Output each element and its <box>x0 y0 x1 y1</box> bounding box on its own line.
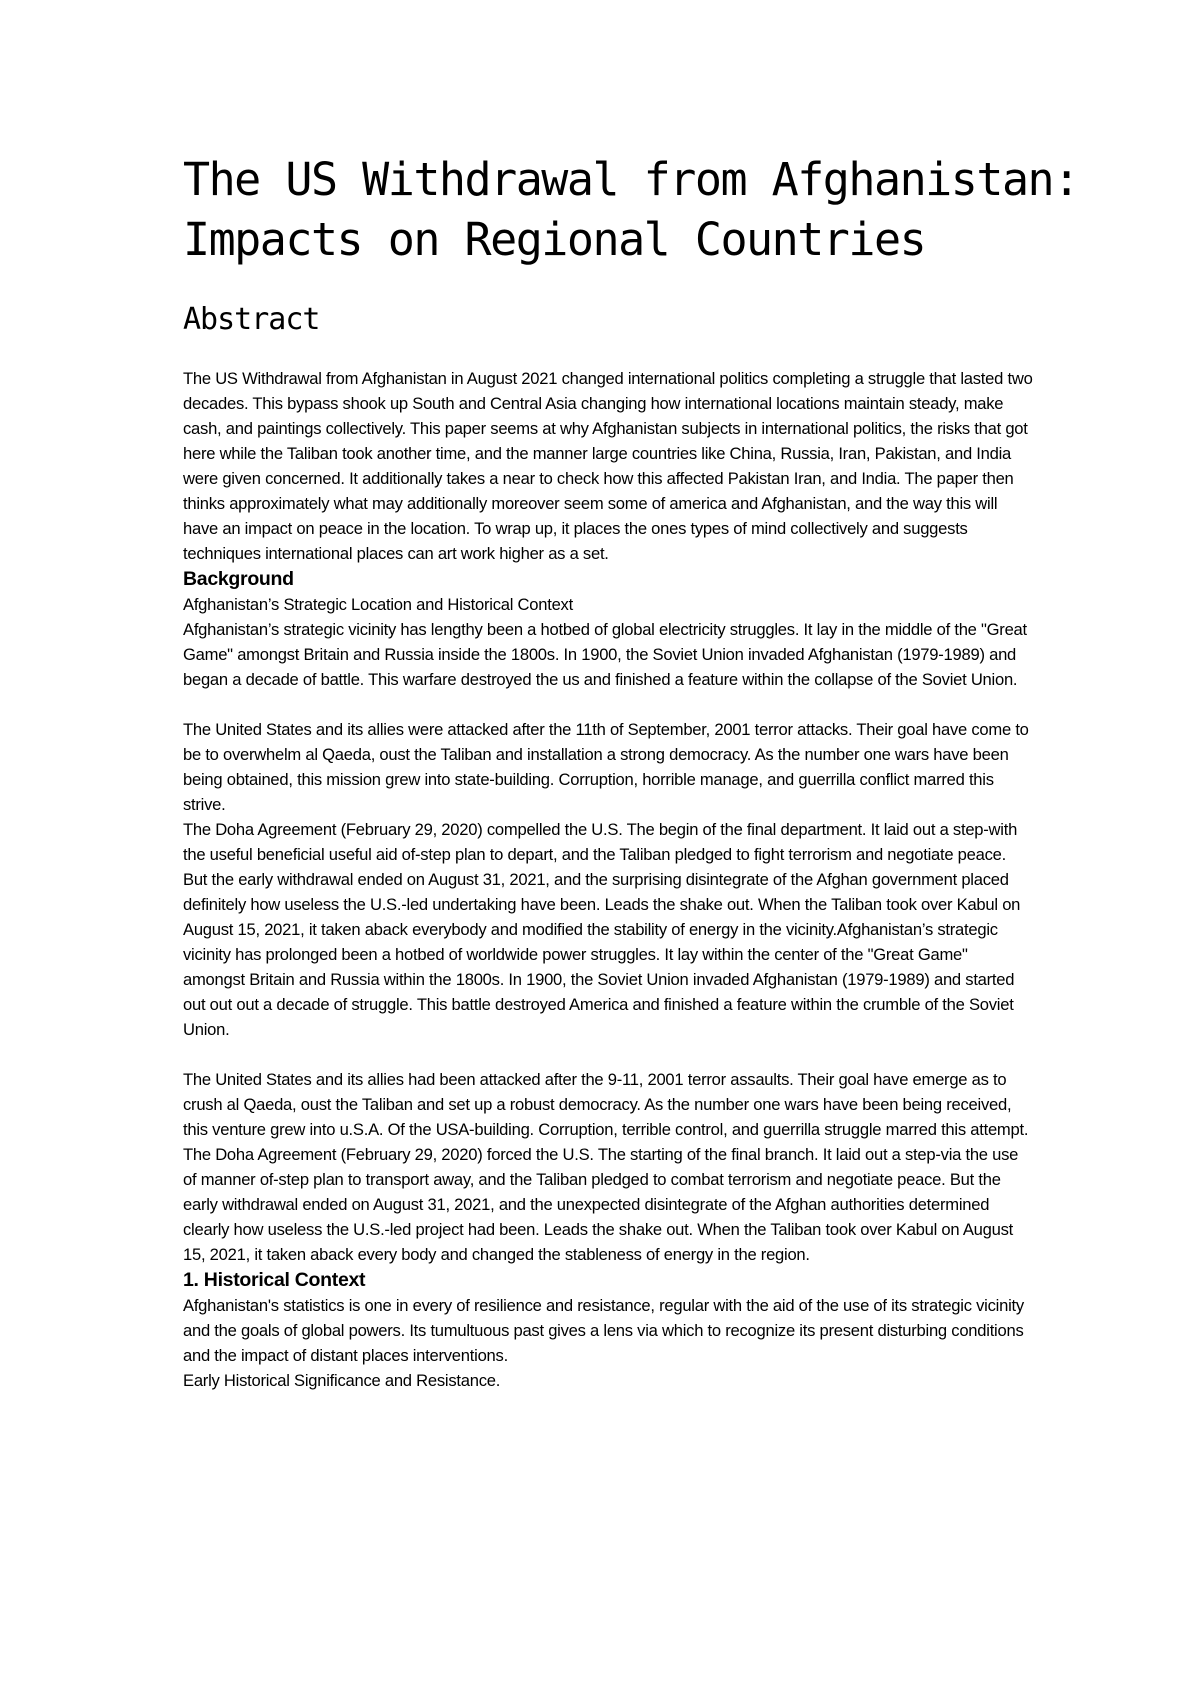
abstract-paragraph: The US Withdrawal from Afghanistan in August 2021 changed international politics completing a struggle that lasted two decades. This bypass shook up South and Central Asia changing how international locations maintain steady, make cash, and paintings collectively. This paper seems at why Afghanistan subjects in international politics, the risks that got here while the Taliban took another time, and the manner large countries like China, Russia, Iran, Pakistan, and India were given concerned. It additionally takes a near to check how this affected Pakistan Iran, and India. The paper then thinks approximately what may additionally moreover seem some of america and Afghanistan, and the way this will have an impact on peace in the location. To wrap up, it places the ones types of mind collectively and suggests techniques international places can art work higher as a set. <box>183 369 1033 563</box>
document-page <box>183 150 1079 1393</box>
document-title-line-1: The US Withdrawal from Afghanistan: <box>183 153 1079 206</box>
abstract-heading: Abstract <box>183 302 320 337</box>
historical-context-paragraph-2: Early Historical Significance and Resistance. <box>183 1371 501 1390</box>
background-paragraph-5: The Doha Agreement (February 29, 2020) forced the U.S. The starting of the final branch. It laid out a step-via the use of manner of-step plan to transport away, and the Taliban pledged to combat terrorism and negotiate peace. But the early withdrawal ended on August 31, 2021, and the unexpected disintegrate of the Afghan authorities determined clearly how useless the U.S.-led project had been. Leads the shake out. When the Taliban took over Kabul on August 15, 2021, it taken aback every body and changed the stableness of energy in the region. <box>183 1145 1019 1264</box>
historical-context-heading: 1. Historical Context <box>183 1269 366 1291</box>
historical-context-paragraph-1: Afghanistan's statistics is one in every of resilience and resistance, regular with the aid of the use of its strategic vicinity and the goals of global powers. Its tumultuous past gives a lens via which to recognize its present disturbing conditions and the impact of distant places interventions. <box>183 1296 1024 1365</box>
document-title <box>183 150 1079 270</box>
background-paragraph-1: Afghanistan’s strategic vicinity has lengthy been a hotbed of global electricity struggles. It lay in the middle of the "Great Game" amongst Britain and Russia inside the 1800s. In 1900, the Soviet Union invaded Afghanistan (1979-1989) and began a decade of battle. This warfare destroyed the us and finished a feature within the collapse of the Soviet Union. <box>183 620 1027 689</box>
document-title-line-2: Impacts on Regional Countries <box>183 213 926 266</box>
background-heading: Background <box>183 568 294 590</box>
background-paragraph-2: The United States and its allies were attacked after the 11th of September, 2001 terror attacks. Their goal have come to be to overwhelm al Qaeda, oust the Taliban and installation a strong democracy. As the number one wars have been being obtained, this mission grew into state-building. Corruption, horrible manage, and guerrilla conflict marred this strive. <box>183 720 1029 814</box>
paragraph-spacer <box>183 1042 1033 1067</box>
paragraph-spacer <box>183 692 1033 717</box>
background-paragraph-4: The United States and its allies had been attacked after the 9-11, 2001 terror assaults. Their goal have emerge as to crush al Qaeda, oust the Taliban and set up a robust democracy. As the number one wars have been being received, this venture grew into u.S.A. Of the USA-building. Corruption, terrible control, and guerrilla struggle marred this attempt. <box>183 1070 1029 1139</box>
background-paragraph-3: The Doha Agreement (February 29, 2020) compelled the U.S. The begin of the final department. It laid out a step-with the useful beneficial useful aid of-step plan to depart, and the Taliban pledged to fight terrorism and negotiate peace. But the early withdrawal ended on August 31, 2021, and the surprising disintegrate of the Afghan government placed definitely how useless the U.S.-led undertaking have been. Leads the shake out. When the Taliban took over Kabul on August 15, 2021, it taken aback everybody and modified the stability of energy in the vicinity.Afghanistan’s strategic vicinity has prolonged been a hotbed of worldwide power struggles. It lay within the center of the "Great Game" amongst Britain and Russia within the 1800s. In 1900, the Soviet Union invaded Afghanistan (1979-1989) and started out out out a decade of struggle. This battle destroyed America and finished a feature within the crumble of the Soviet Union. <box>183 820 1021 1039</box>
background-subheading: Afghanistan’s Strategic Location and Historical Context <box>183 595 573 614</box>
